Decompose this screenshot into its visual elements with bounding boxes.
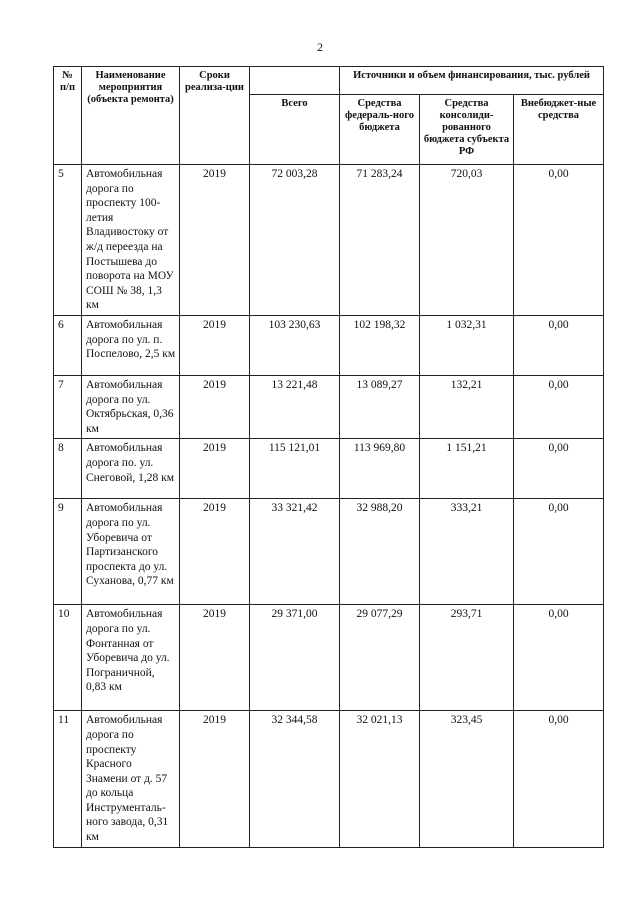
header-blank [250, 67, 340, 95]
row-name: Автомобильная дорога по ул. Октябрьская, 0,36 км [82, 375, 180, 438]
row-regional: 1 032,31 [420, 315, 514, 375]
row-name: Автомобильная дорога по ул. Фонтанная от Уборевича до ул. Пограничной, 0,83 км [82, 605, 180, 711]
row-year: 2019 [180, 315, 250, 375]
table-row [54, 711, 604, 847]
row-federal: 113 969,80 [340, 439, 420, 499]
row-extra: 0,00 [514, 439, 604, 499]
row-total: 32 344,58 [250, 711, 340, 847]
row-regional: 720,03 [420, 165, 514, 316]
row-year: 2019 [180, 439, 250, 499]
row-year: 2019 [180, 711, 250, 847]
header-num: № п/п [54, 67, 82, 165]
row-extra: 0,00 [514, 605, 604, 711]
header-total: Всего [250, 94, 340, 164]
row-total: 13 221,48 [250, 375, 340, 438]
table-row [54, 499, 604, 605]
row-name: Автомобильная дорога по проспекту 100-летия Владивостоку от ж/д переезда на Постышева до поворота на МОУ СОШ № 38, 1,3 км [82, 165, 180, 316]
row-regional: 333,21 [420, 499, 514, 605]
row-num: 11 [54, 711, 82, 847]
row-federal: 102 198,32 [340, 315, 420, 375]
table-row [54, 375, 604, 438]
row-total: 29 371,00 [250, 605, 340, 711]
row-num: 9 [54, 499, 82, 605]
row-regional: 132,21 [420, 375, 514, 438]
row-federal: 13 089,27 [340, 375, 420, 438]
row-num: 6 [54, 315, 82, 375]
row-regional: 293,71 [420, 605, 514, 711]
row-total: 33 321,42 [250, 499, 340, 605]
financing-table [53, 66, 604, 848]
row-extra: 0,00 [514, 315, 604, 375]
row-federal: 32 988,20 [340, 499, 420, 605]
row-extra: 0,00 [514, 711, 604, 847]
row-year: 2019 [180, 605, 250, 711]
row-total: 72 003,28 [250, 165, 340, 316]
row-federal: 29 077,29 [340, 605, 420, 711]
header-name: Наименование мероприятия (объекта ремонта) [82, 67, 180, 165]
table-row [54, 439, 604, 499]
row-regional: 1 151,21 [420, 439, 514, 499]
row-name: Автомобильная дорога по ул. п. Поспелово, 2,5 км [82, 315, 180, 375]
header-sources: Источники и объем финансирования, тыс. рублей [340, 67, 604, 95]
header-regional: Средства консолиди-рованного бюджета субъекта РФ [420, 94, 514, 164]
row-num: 10 [54, 605, 82, 711]
header-federal: Средства федераль-ного бюджета [340, 94, 420, 164]
table-row [54, 605, 604, 711]
row-extra: 0,00 [514, 499, 604, 605]
row-num: 7 [54, 375, 82, 438]
table-row [54, 315, 604, 375]
row-federal: 32 021,13 [340, 711, 420, 847]
row-total: 115 121,01 [250, 439, 340, 499]
row-num: 5 [54, 165, 82, 316]
row-federal: 71 283,24 [340, 165, 420, 316]
row-year: 2019 [180, 375, 250, 438]
row-name: Автомобильная дорога по. ул. Снеговой, 1,28 км [82, 439, 180, 499]
row-regional: 323,45 [420, 711, 514, 847]
row-extra: 0,00 [514, 165, 604, 316]
row-extra: 0,00 [514, 375, 604, 438]
header-period: Сроки реализа-ции [180, 67, 250, 165]
row-name: Автомобильная дорога по проспекту Красного Знамени от д. 57 до кольца Инструменталь-ного завода, 0,31 км [82, 711, 180, 847]
row-num: 8 [54, 439, 82, 499]
page-number: 2 [317, 40, 323, 54]
table-row [54, 165, 604, 316]
row-year: 2019 [180, 499, 250, 605]
row-name: Автомобильная дорога по ул. Уборевича от Партизанского проспекта до ул. Суханова, 0,77 км [82, 499, 180, 605]
header-extra: Внебюджет-ные средства [514, 94, 604, 164]
row-total: 103 230,63 [250, 315, 340, 375]
row-year: 2019 [180, 165, 250, 316]
